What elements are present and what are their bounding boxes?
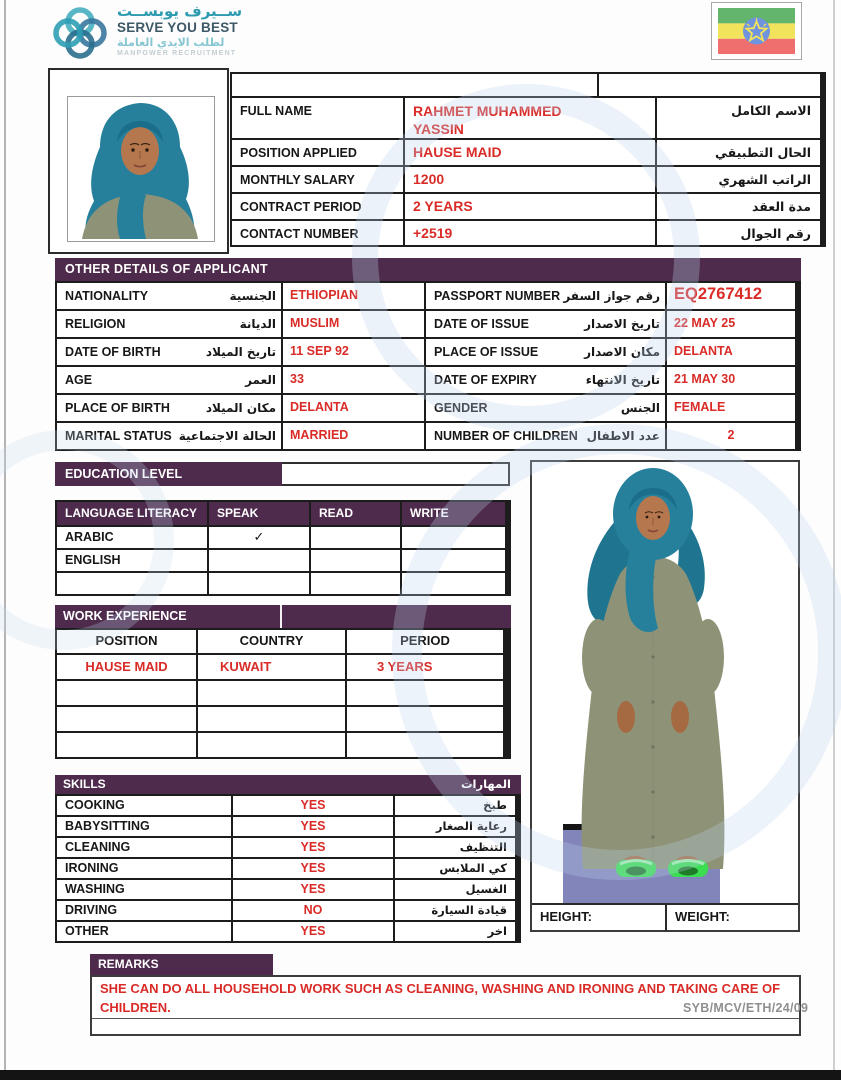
skill-value: YES [233,859,393,878]
field-label-arabic: الحال التطبيقي [657,140,820,165]
applicant-portrait-frame [48,68,229,254]
skill-label: BABYSITTING [57,817,231,836]
table-cell [311,573,400,594]
agency-tagline-arabic: لطلب الايدي العاملة [117,35,225,49]
remarks-text: SHE CAN DO ALL HOUSEHOLD WORK SUCH AS CLEANING, WASHING AND IRONING AND TAKING CARE OF CHILDREN. [100,981,781,1015]
applicant-fullbody-photo [532,462,797,903]
table-cell [311,550,400,571]
other-details-header: OTHER DETAILS OF APPLICANT [55,258,801,281]
table-cell [57,681,196,705]
table-cell [347,707,503,731]
field-value: 21 MAY 30 [667,367,795,393]
scan-edge-right [833,0,835,1070]
skill-label-arabic: اخر [395,922,515,941]
field-label: MONTHLY SALARY [232,167,403,192]
skill-label-arabic: رعاية الصغار [395,817,515,836]
field-label: PLACE OF BIRTH مكان الميلاد [57,395,281,421]
field-value: MUSLIM [283,311,424,337]
education-level-value [282,462,510,486]
field-label: PASSPORT NUMBER رقم جواز السفر [426,283,665,309]
field-value: 33 [283,367,424,393]
table-cell [57,707,196,731]
field-label: DATE OF EXPIRY تاريخ الانتهاء [426,367,665,393]
field-value: DELANTA [283,395,424,421]
agency-logo-text [117,2,242,58]
skill-label: IRONING [57,859,231,878]
work-experience-header-bar [55,605,511,628]
logo-knot-icon [50,2,112,64]
table-cell [347,733,503,757]
skill-label-arabic: طبخ [395,796,515,815]
document-code: SYB/MCV/ETH/24/09 [683,1001,809,1015]
field-value: FEMALE [667,395,795,421]
field-label: GENDER الجنس [426,395,665,421]
education-level-header: EDUCATION LEVEL [55,462,282,486]
field-label: NUMBER OF CHILDREN عدد الاطفال [426,423,665,449]
passport-number-value: EQ2767412 [667,283,795,309]
field-label: NATIONALITY الجنسية [57,283,281,309]
column-header: WRITE [402,502,505,525]
height-field: HEIGHT: [532,905,667,931]
column-header: POSITION [57,630,196,653]
field-label: POSITION APPLIED [232,140,403,165]
applicant-portrait-photo [67,96,215,242]
skill-label: CLEANING [57,838,231,857]
other-details-table [55,281,801,451]
table-cell [209,573,309,594]
table-cell [198,733,345,757]
skill-value: YES [233,880,393,899]
skills-header-arabic: المهارات [461,777,511,791]
skills-table [55,794,521,943]
skill-label-arabic: الغسيل [395,880,515,899]
field-label-arabic: مدة العقد [657,194,820,219]
check-mark-icon: ✓ [209,527,309,548]
agency-name-arabic: ســيرف يوبســت [117,2,243,20]
skill-value: YES [233,838,393,857]
field-value: DELANTA [667,339,795,365]
scan-bottom-strip [0,1070,841,1080]
language-name: ENGLISH [57,550,207,571]
field-value: +2519 [405,221,655,245]
portrait-illustration [68,97,212,239]
agency-tagline: MANPOWER RECRUITMENT [117,50,237,58]
table-cell [402,527,505,548]
applicant-fullbody-frame [530,460,800,932]
field-value: HAUSE MAID [405,140,655,165]
skill-label: COOKING [57,796,231,815]
skill-value: YES [233,817,393,836]
table-cell [402,573,505,594]
ethiopia-flag [711,2,802,60]
education-level-section [55,462,510,486]
work-experience-table [55,628,511,759]
field-label: RELIGION الديانة [57,311,281,337]
table-cell [198,681,345,705]
table-cell [209,550,309,571]
field-label-arabic: الاسم الكامل [657,98,820,138]
language-literacy-table [55,500,511,596]
table-cell [311,527,400,548]
experience-period: 3 YEARS [347,655,503,679]
field-label: AGE العمر [57,367,281,393]
language-name: ARABIC [57,527,207,548]
skill-value: NO [233,901,393,920]
field-value: MARRIED [283,423,424,449]
skill-value: YES [233,922,393,941]
remarks-empty-row [92,1018,799,1036]
field-value: ETHIOPIAN [283,283,424,309]
field-label: PLACE OF ISSUE مكان الاصدار [426,339,665,365]
ref-header: REF: [599,74,820,96]
scan-edge-left [4,0,6,1070]
table-cell [347,681,503,705]
experience-position: HAUSE MAID [57,655,196,679]
height-weight-row [532,903,798,931]
skills-header-bar [55,775,521,794]
field-value: 22 MAY 25 [667,311,795,337]
work-experience-header: WORK EXPERIENCE [55,605,280,628]
column-header: READ [311,502,400,525]
field-label: DATE OF ISSUE تاريخ الاصدار [426,311,665,337]
skill-label: OTHER [57,922,231,941]
employment-details-table [230,72,826,247]
field-value: 2 [667,423,795,449]
field-label-arabic: رقم الجوال [657,221,820,245]
remarks-header: REMARKS [90,954,273,975]
employment-details-header: EMPLOYMENT DETAILS [232,74,597,96]
weight-field: WEIGHT: [675,909,730,924]
table-cell [198,707,345,731]
skill-label-arabic: التنظيف [395,838,515,857]
field-label: MARITAL STATUS الحالة الاجتماعية [57,423,281,449]
table-cell [57,573,207,594]
skill-label-arabic: قيادة السيارة [395,901,515,920]
field-value: 2 YEARS [405,194,655,219]
agency-logo [50,2,242,64]
field-value: 1200 [405,167,655,192]
column-header: SPEAK [209,502,309,525]
skill-label-arabic: كي الملابس [395,859,515,878]
field-label: FULL NAME [232,98,403,138]
experience-country: KUWAIT [198,655,345,679]
table-cell [57,733,196,757]
column-header: LANGUAGE LITERACY [57,502,207,525]
skill-value: YES [233,796,393,815]
skill-label: WASHING [57,880,231,899]
field-label: CONTACT NUMBER [232,221,403,245]
field-value: RAHMET MUHAMMED YASSIN [405,98,655,138]
agency-name: SERVE YOU BEST [117,19,238,35]
field-label: DATE OF BIRTH تاريخ الميلاد [57,339,281,365]
column-header: COUNTRY [198,630,345,653]
header-bar-extension [282,605,511,628]
skill-label: DRIVING [57,901,231,920]
column-header: PERIOD [347,630,503,653]
field-label-arabic: الراتب الشهري [657,167,820,192]
ethiopia-flag-icon [718,8,795,54]
fullbody-illustration [532,462,797,903]
field-label: CONTRACT PERIOD [232,194,403,219]
field-value: 11 SEP 92 [283,339,424,365]
skills-header: SKILLS [63,777,106,791]
table-cell [402,550,505,571]
